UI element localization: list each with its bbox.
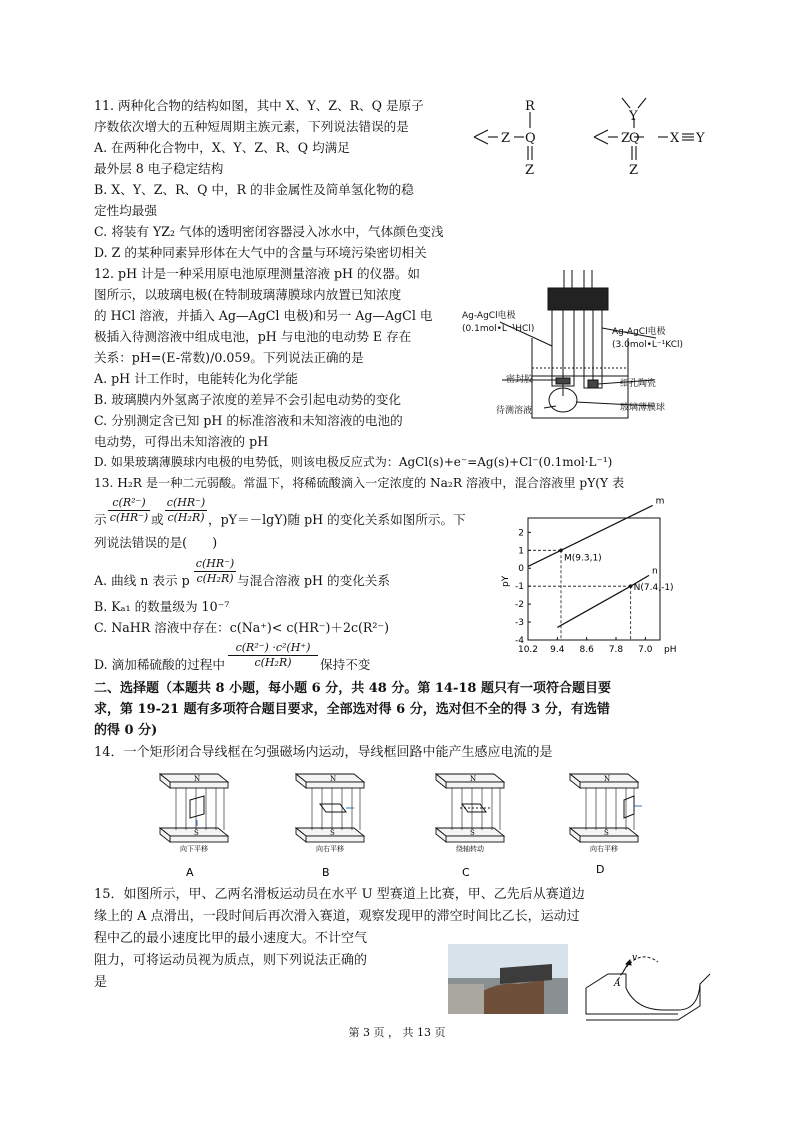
y-tick-label: -3 (515, 618, 524, 629)
q12-option-c-cont: 电动势，可得出未知溶液的 pH (94, 434, 269, 449)
q15-label-v: v (632, 953, 638, 963)
q13-line-2-or: 或 (151, 512, 164, 527)
y-tick-label: -4 (515, 636, 524, 646)
q13-ph-chart (500, 496, 680, 662)
q12-label-left-1: Ag-AgCl电极 (462, 311, 516, 321)
q11-atom-q: Q (525, 131, 536, 146)
q13-option-d-num: c(R²⁻) ·c²(H⁺) (228, 641, 318, 656)
q14-d-letter: D (596, 863, 605, 876)
q14-figures (154, 770, 654, 880)
q13-line-3: 列说法错误的是( ) (94, 535, 218, 550)
q14-d-n: N (604, 775, 611, 783)
q12-line-1: 12. pH 计是一种采用原电池原理测量溶液 pH 的仪器。如 (94, 266, 421, 281)
q14-c-letter: C (462, 866, 470, 879)
series-label-m: m (655, 496, 665, 507)
q13-option-d-frac (228, 641, 318, 670)
x-axis-label: pH (664, 645, 677, 655)
q11-atom-q-2: Q (629, 131, 640, 146)
q11-option-a-cont: 最外层 8 电子稳定结构 (94, 161, 224, 176)
q11-line-1: 11. 两种化合物的结构如图，其中 X、Y、Z、R、Q 是原子 (94, 98, 424, 113)
q13-option-c: C. NaHR 溶液中存在：c(Na⁺)< c(HR⁻)＋2c(R²⁻) (94, 620, 390, 635)
q13-option-b: B. Kₐ₁ 的数量级为 10⁻⁷ (94, 599, 230, 614)
q12-label-solution: 待测溶液 (496, 406, 533, 416)
q11-option-c: C. 将装有 YZ₂ 气体的透明密闭容器浸入冰水中，气体颜色变浅 (94, 224, 444, 239)
q15-line-2: 缘上的 A 点滑出，一段时间后再次滑入赛道，观察发现甲的滞空时间比乙长，运动过 (94, 909, 580, 924)
q13-option-a-frac (194, 557, 236, 586)
q11-atom-x: X (670, 131, 680, 146)
x-tick-label: 7.0 (638, 645, 653, 655)
q13-frac-a-num: c(R²⁻) (108, 496, 150, 511)
q13-option-d-den: c(H₂R) (254, 656, 292, 669)
q12-line-4: 极插入待测溶液中组成电池，pH 与电池的电动势 E 存在 (94, 329, 412, 344)
q14-a-caption: 向下平移 (180, 845, 208, 853)
x-tick-label: 10.2 (517, 645, 539, 655)
q12-label-bulb: 玻璃薄膜球 (620, 403, 666, 413)
q14-c-n: N (470, 775, 477, 783)
q12-ph-meter-figure (460, 268, 700, 428)
q13-option-a-num: c(HR⁻) (195, 557, 235, 570)
q12-label-left-2: (0.1mol•L⁻¹HCl) (462, 324, 535, 334)
q14-b-s: S (330, 829, 335, 837)
q14-question: 14．一个矩形闭合导线框在匀强磁场内运动，导线框回路中能产生感应电流的是 (94, 745, 553, 760)
q14-a-s: S (194, 829, 199, 837)
q12-line-5: 关系：pH=(E-常数)/0.059。下列说法正确的是 (94, 350, 364, 365)
q13-option-a-prefix: A. 曲线 n 表示 p (94, 573, 190, 588)
q14-a-letter: A (186, 866, 194, 879)
y-tick-label: 1 (518, 546, 524, 557)
q14-a-n: N (194, 775, 201, 783)
q14-d-s: S (604, 829, 609, 837)
q11-option-b: B. X、Y、Z、R、Q 中，R 的非金属性及简单氢化物的稳 (94, 182, 414, 197)
q12-label-right-1: Ag-AgCl电极 (612, 327, 666, 337)
q11-line-2: 序数依次增大的五种短周期主族元素，下列说法错误的是 (94, 119, 409, 134)
q13-option-d-suffix: 保持不变 (320, 657, 371, 672)
q12-line-3: 的 HCl 溶液，并插入 Ag—AgCl 电极)和另一 Ag—AgCl 电 (94, 308, 433, 323)
q13-frac-b (165, 496, 207, 525)
annotation-label: M(9.3,1) (564, 553, 602, 564)
q15-label-a: A (614, 979, 621, 989)
q13-line-2-suffix: ，pY＝－lgY)随 pH 的变化关系如图所示。下 (208, 512, 466, 527)
q11-structure-figure (470, 90, 705, 190)
q13-line-2-prefix: 示 (94, 512, 107, 527)
section2-header-line-1: 二、选择题（本题共 8 小题，每小题 6 分，共 48 分。第 14-18 题只有一项符合题目要 (94, 681, 611, 696)
q11-atom-z: Z (501, 131, 511, 146)
section2-header-line-3: 的得 0 分) (94, 723, 158, 738)
q11-option-a: A. 在两种化合物中，X、Y、Z、R、Q 均满足 (94, 140, 350, 155)
q14-b-n: N (330, 775, 337, 783)
annotation-point (559, 548, 563, 552)
q13-option-a-suffix: 与混合溶液 pH 的变化关系 (237, 573, 390, 588)
q13-line-1: 13. H₂R 是一种二元弱酸。常温下，将稀硫酸滴入一定浓度的 Na₂R 溶液中，混合溶液里 pY(Y 表 (94, 476, 625, 490)
q11-atom-y-top: Y (629, 109, 638, 124)
q15-line-5: 是 (94, 975, 108, 990)
y-tick-label: -2 (515, 600, 524, 611)
q13-frac-a-den: c(HR⁻) (109, 511, 149, 524)
q11-atom-z-lower: Z (525, 163, 535, 178)
series-label-n: n (652, 566, 658, 577)
q11-option-b-cont: 定性均最强 (94, 203, 157, 218)
x-tick-label: 9.4 (550, 645, 565, 655)
q15-line-1: 15．如图所示，甲、乙两名滑板运动员在水平 U 型赛道上比赛，甲、乙先后从赛道边 (94, 887, 585, 902)
q11-atom-r: R (525, 99, 535, 114)
annotation-point (629, 584, 633, 588)
q15-line-3: 程中乙的最小速度比甲的最小速度大。不计空气 (94, 931, 368, 946)
q12-option-a: A. pH 计工作时，电能转化为化学能 (94, 371, 298, 386)
q13-frac-a (108, 496, 150, 525)
q15-line-4: 阻力，可将运动员视为质点，则下列说法正确的 (94, 953, 368, 968)
q12-line-2: 图所示，以玻璃电极(在特制玻璃薄膜球内放置已知浓度 (94, 287, 402, 302)
x-tick-label: 8.6 (579, 645, 594, 655)
section2-header-line-2: 求，第 19-21 题有多项符合题目要求，全部选对得 6 分，选对但不全的得 3 分，有选错 (94, 702, 610, 717)
q12-option-d: D. 如果玻璃薄膜球内电极的电势低，则该电极反应式为：AgCl(s)+e⁻=Ag(s)+Cl⁻(0.1mol·L⁻¹) (94, 455, 613, 469)
q13-option-a-den: c(H₂R) (196, 572, 234, 585)
q14-c-s: S (470, 829, 475, 837)
q13-option-d-prefix: D. 滴加稀硫酸的过程中 (94, 657, 225, 672)
q12-label-ceramic: 细孔陶瓷 (620, 379, 657, 389)
q14-d-caption: 向右平移 (590, 845, 618, 853)
annotation-label: N(7.4,-1) (633, 583, 674, 594)
q11-option-d: D. Z 的某种同素异形体在大气中的含量与环境污染密切相关 (94, 245, 427, 260)
q15-u-track-diagram (578, 944, 718, 1024)
q13-frac-b-num: c(HR⁻) (166, 496, 206, 509)
page-footer: 第 3 页 ， 共 13 页 (348, 1026, 446, 1039)
q12-label-seal: 密封胶 (506, 375, 534, 385)
q12-option-c: C. 分别测定含已知 pH 的标准溶液和未知溶液的电池的 (94, 413, 403, 428)
q12-option-b: B. 玻璃膜内外氢离子浓度的差异不会引起电动势的变化 (94, 392, 401, 407)
q11-atom-y-right: Y (696, 131, 705, 146)
y-tick-label: 2 (518, 528, 524, 539)
x-tick-label: 7.8 (608, 645, 624, 655)
chart-frame (528, 518, 660, 640)
y-axis-label: pY (501, 575, 511, 587)
q14-b-letter: B (322, 866, 330, 879)
y-tick-label: -1 (515, 582, 524, 593)
q14-b-caption: 向右平移 (316, 845, 344, 853)
q13-frac-b-den: c(H₂R) (167, 511, 205, 524)
q11-atom-z-lower-2: Z (629, 163, 639, 178)
y-tick-label: 0 (518, 564, 524, 575)
q14-c-caption: 绕轴转动 (456, 845, 484, 853)
q12-label-right-2: (3.0mol•L⁻¹KCl) (612, 340, 683, 350)
q11-atom-z-2: Z (621, 131, 631, 146)
q15-halfpipe-photo (448, 944, 568, 1014)
